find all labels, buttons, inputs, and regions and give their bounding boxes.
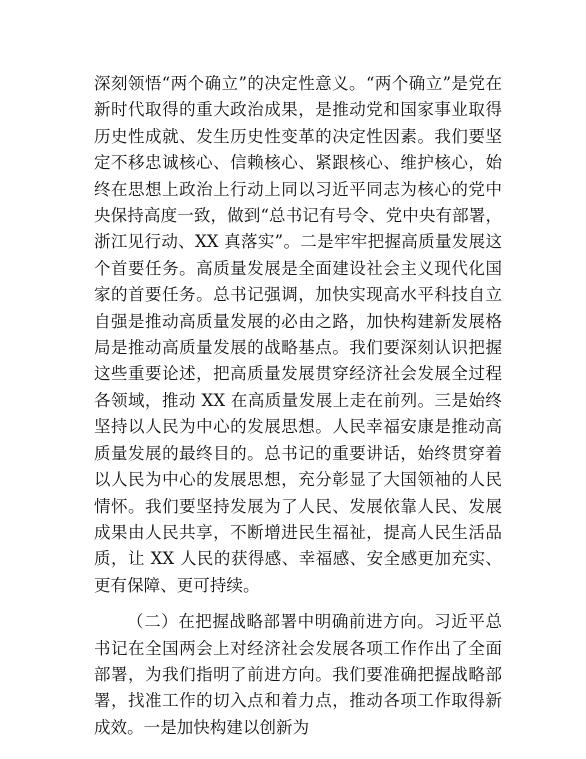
document-body: [94, 71, 502, 741]
paragraph-1: 深刻领悟“两个确立”的决定性意义。“两个确立”是党在新时代取得的重大政治成果，是推动党和国家事业取得历史性成就、发生历史性变革的决定性因素。我们要坚定不移忠诚核心、信赖核心、紧跟核心、维护核心，始终在思想上政治上行动上同以习近平同志为核心的党中央保持高度一致，做到“总书记有号令、党中央有部署，浙江见行动、XX 真落实”。二是牢牢把握高质量发展这个首要任务。高质量发展是全面建设社会主义现代化国家的首要任务。总书记强调，加快实现高水平科技自立自强是推动高质量发展的必由之路，加快构建新发展格局是推动高质量发展的战略基点。我们要深刻认识把握这些重要论述，把高质量发展贯穿经济社会发展全过程各领域，推动 XX 在高质量发展上走在前列。三是始终坚持以人民为中心的发展思想。人民幸福安康是推动高质量发展的最终目的。总书记的重要讲话，始终贯穿着以人民为中心的发展思想，充分彰显了大国领袖的人民情怀。我们要坚持发展为了人民、发展依靠人民、发展成果由人民共享，不断增进民生福祉，提高人民生活品质，让 XX 人民的获得感、幸福感、安全感更加充实、更有保障、更可持续。: [94, 74, 502, 595]
paragraph-2: （二）在把握战略部署中明确前进方向。习近平总书记在全国两会上对经济社会发展各项工作作出了全面部署，为我们指明了前进方向。我们要准确把握战略部署，找准工作的切入点和着力点，推动各项工作取得新成效。一是加快构建以创新为: [94, 612, 502, 737]
